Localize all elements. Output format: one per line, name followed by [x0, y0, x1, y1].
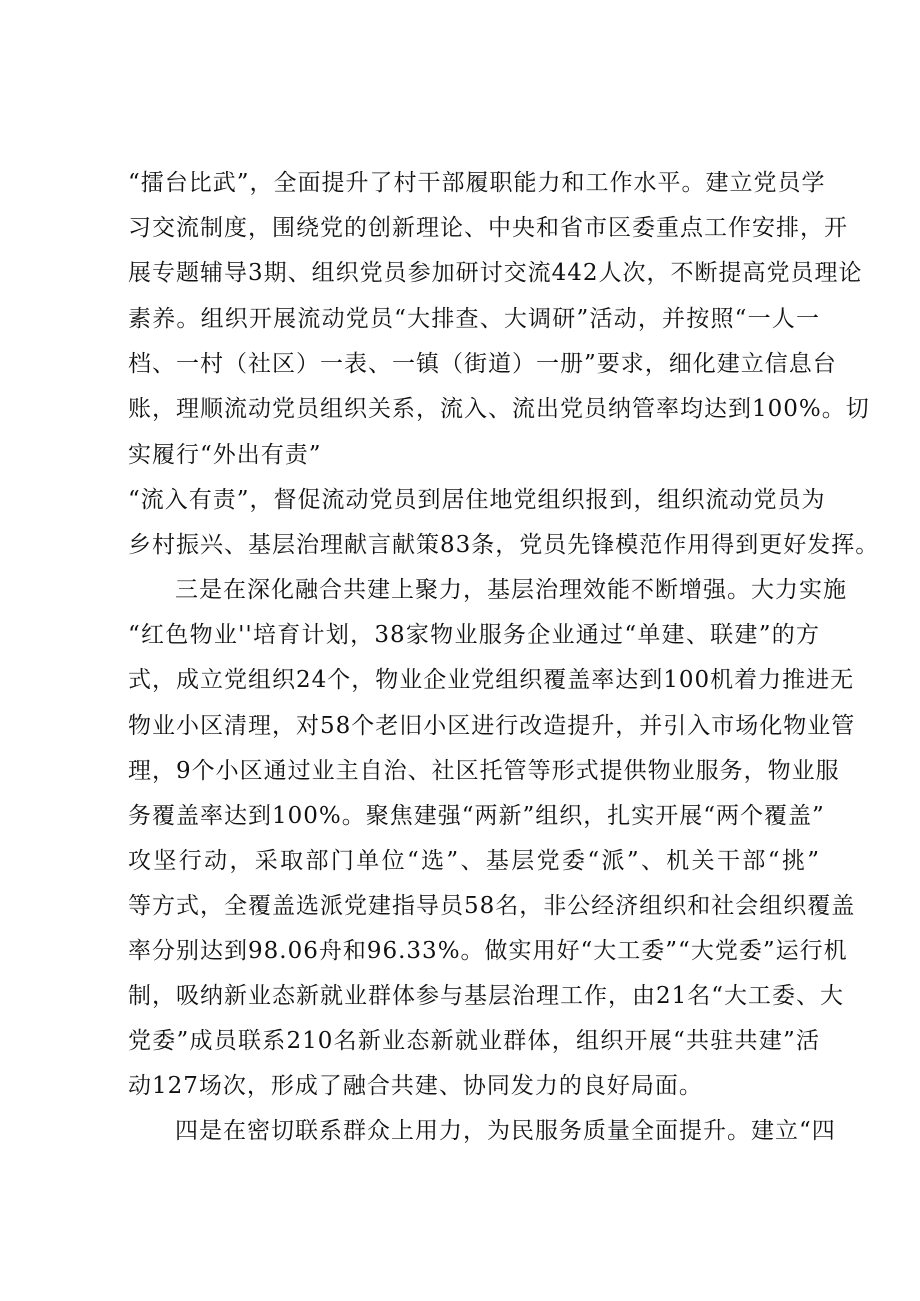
text-line-1: “擂台比武”，全面提升了村干部履职能力和工作水平。建立党员学	[128, 170, 826, 196]
paragraph-3-heading-line: 三是在深化融合共建上聚力，基层治理效能不断增强。大力实施	[175, 577, 847, 603]
text-line-4: 素养。组织开展流动党员“大排查、大调研”活动，并按照“一人一	[128, 306, 820, 332]
text-line-3: 展专题辅导3期、组织党员参加研讨交流442人次，不断提高党员理论	[128, 260, 863, 286]
text-line-14: 理，9个小区通过业主自治、社区托管等形式提供物业服务，物业服	[128, 758, 840, 784]
text-line-11: “红色物业''培育计划，38家物业服务企业通过“单建、联建”的方	[128, 622, 820, 648]
text-line-8: “流入有责”，督促流动党员到居住地党组织报到，组织流动党员为	[128, 487, 826, 513]
text-line-15: 务覆盖率达到100%。聚焦建强“两新”组织，扎实开展“两个覆盖”	[128, 803, 825, 829]
text-line-17: 等方式，全覆盖选派党建指导员58名，非公经济组织和社会组织覆盖	[128, 893, 856, 919]
text-line-9: 乡村振兴、基层治理献言献策83条，党员先锋模范作用得到更好发挥。	[128, 532, 880, 558]
text-line-2: 习交流制度，围绕党的创新理论、中央和省市区委重点工作安排，开	[128, 215, 848, 241]
text-line-21: 动127场次，形成了融合共建、协同发力的良好局面。	[128, 1073, 703, 1099]
text-line-20: 党委”成员联系210名新业态新就业群体，组织开展“共驻共建”活	[128, 1028, 820, 1054]
text-line-16: 攻坚行动，采取部门单位“选”、基层党委“派”、机关干部“挑”	[128, 848, 820, 874]
paragraph-4-heading-line: 四是在密切联系群众上用力，为民服务质量全面提升。建立“四	[175, 1118, 836, 1144]
text-line-13: 物业小区清理，对58个老旧小区进行改造提升，并引入市场化物业管	[128, 713, 856, 739]
text-line-19: 制，吸纳新业态新就业群体参与基层治理工作，由21名“大工委、大	[128, 983, 845, 1009]
text-line-5: 档、一村（社区）一表、一镇（街道）一册”要求，细化建立信息台	[128, 351, 837, 377]
text-line-18: 率分别达到98.06舟和96.33%。做实用好“大工委”“大党委”运行机	[128, 938, 848, 964]
text-line-7: 实履行“外出有责”	[128, 442, 322, 468]
text-line-6: 账，理顺流动党员组织关系，流入、流出党员纳管率均达到100%。切	[128, 396, 870, 422]
text-line-12: 式，成立党组织24个，物业企业党组织覆盖率达到100机着力推进无	[128, 667, 855, 693]
